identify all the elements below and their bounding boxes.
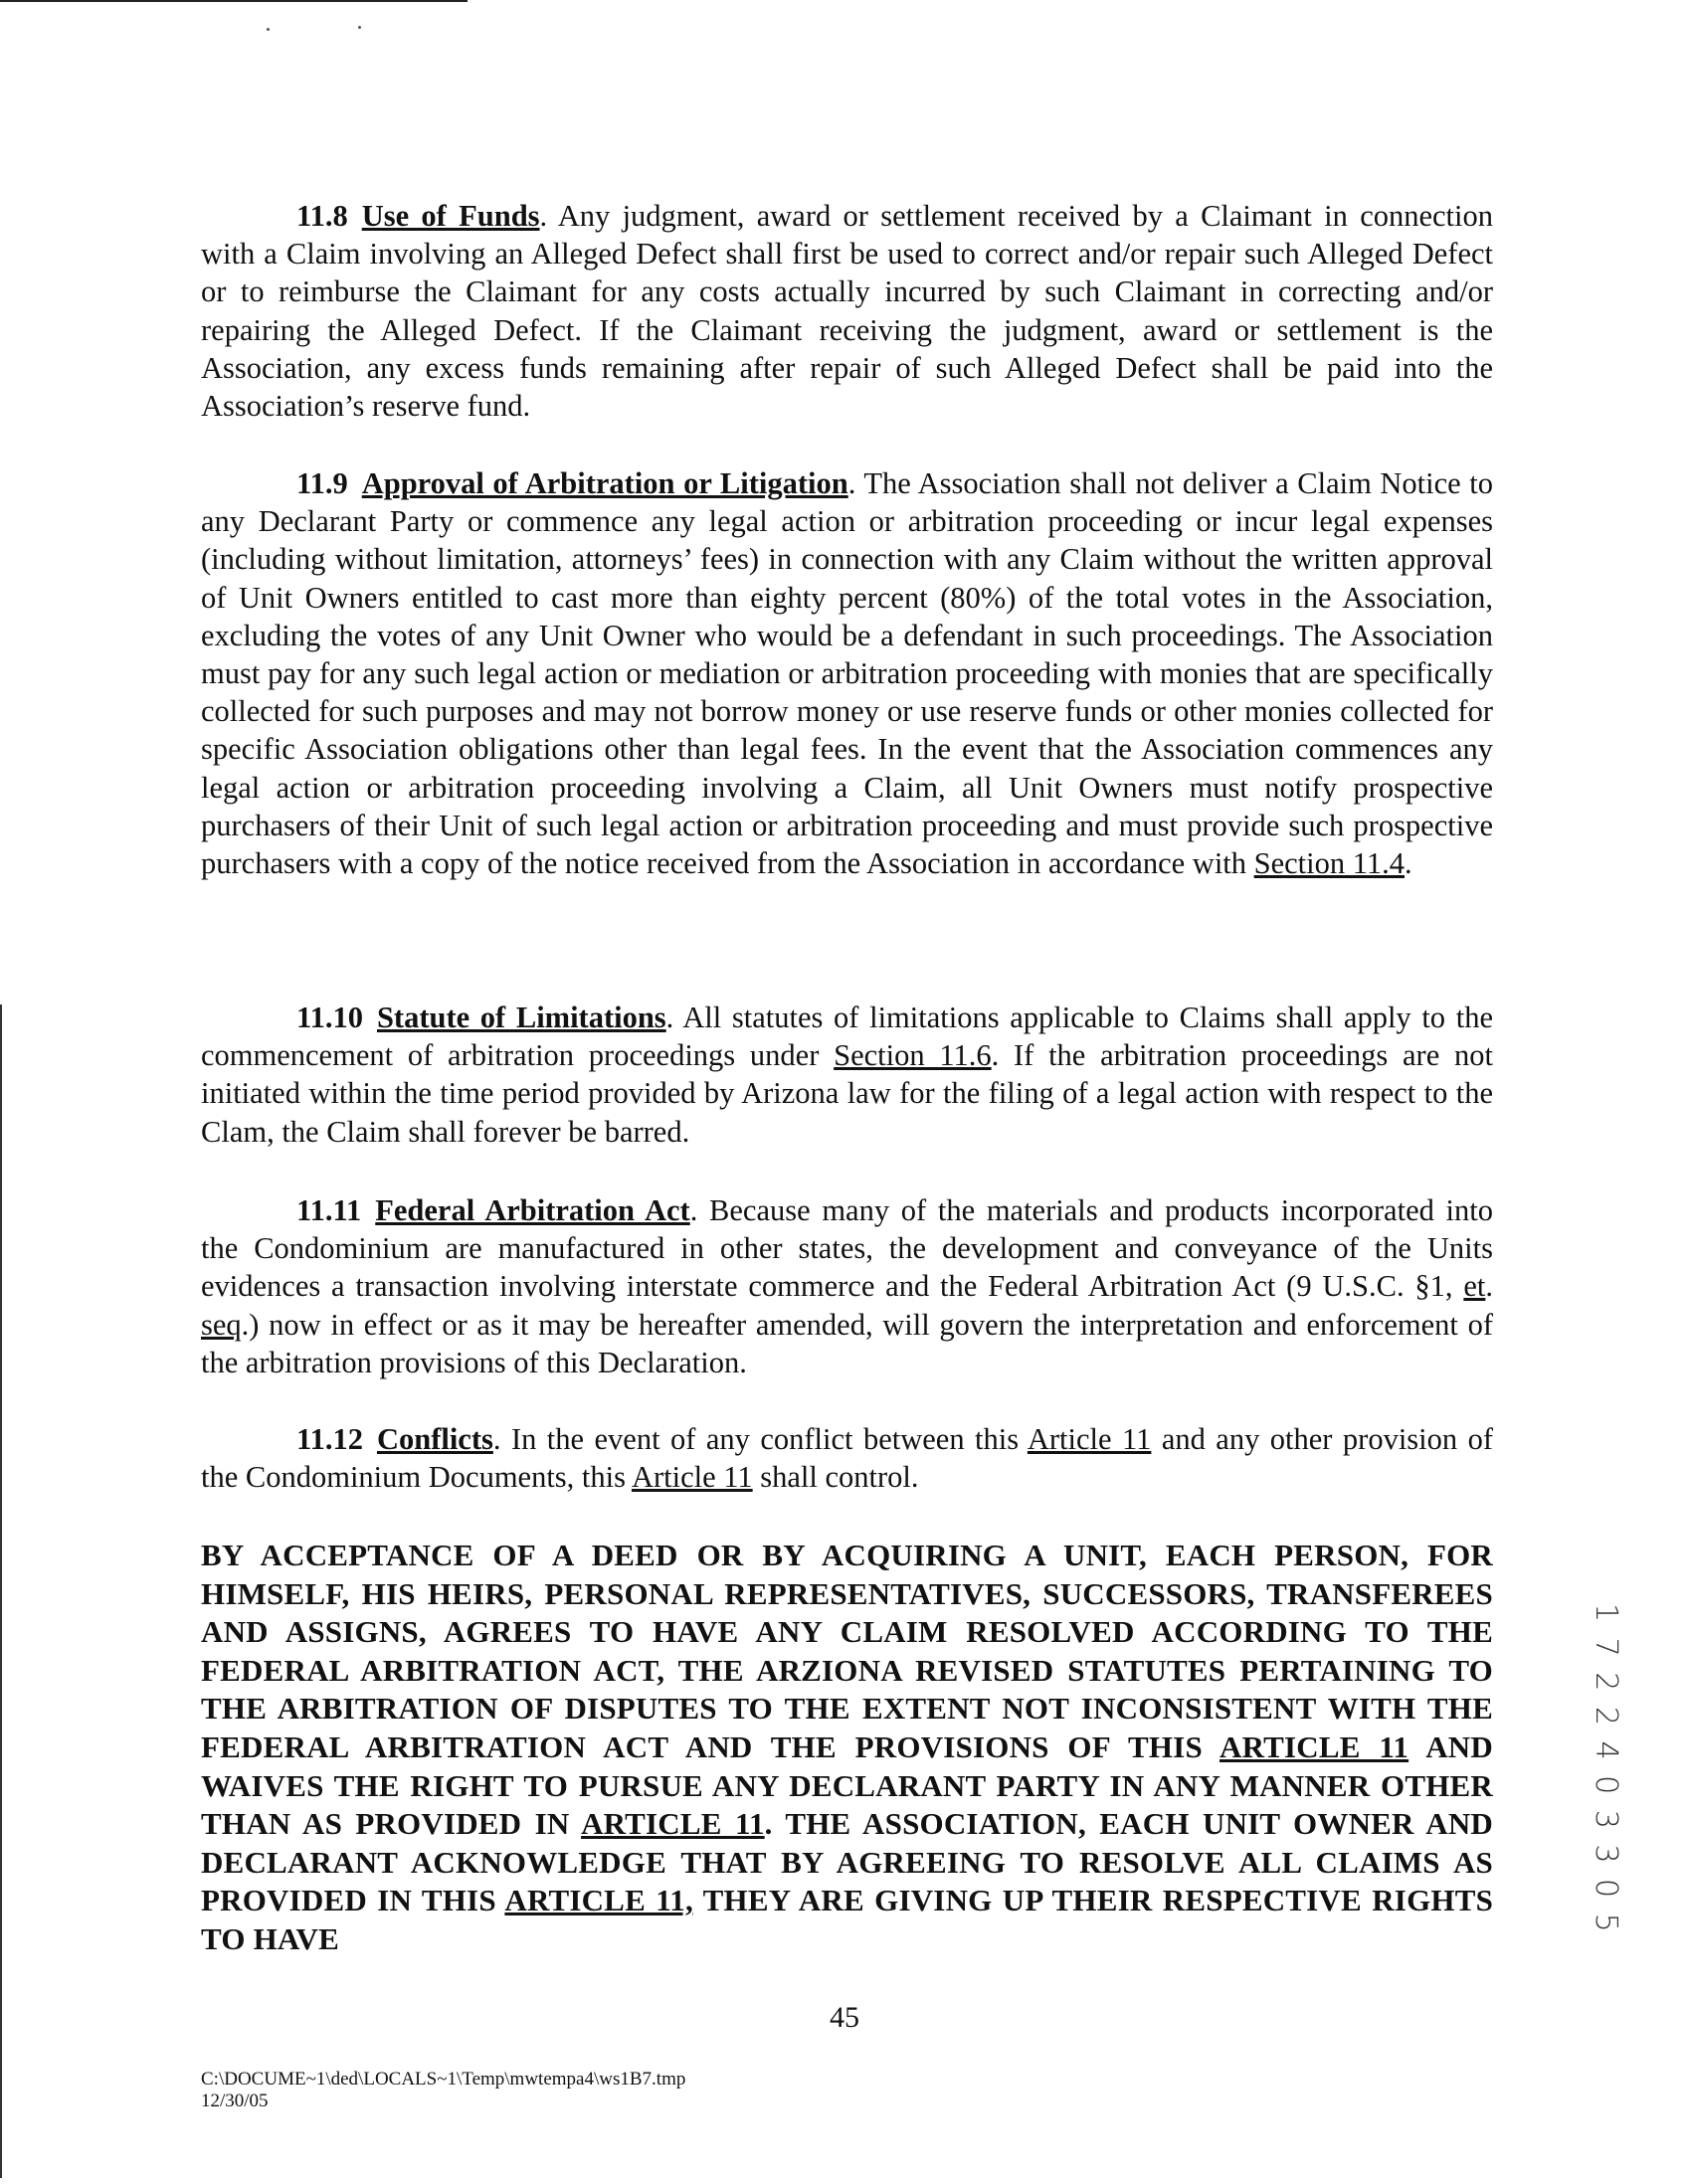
section-body: . The Association shall not deliver a Claim Notice to any Declarant Party or commence any legal action or arbitration proceeding or incur legal expenses (including without limitation, attorneys’ fees) in connection with any Claim without the written approval of Unit Owners entitled to cast more than eighty percent (80%) of the total votes in the Association, excluding the votes of any Unit Owner who would be a defendant in such proceedings. The Association must pay for any such legal action or mediation or arbitration proceeding with monies that are specifically collected for such purposes and may not borrow money or use reserve funds or other monies collected for specific Association obligations other than legal fees. In the event that the Association commences any legal action or arbitration proceeding involving a Claim, all Unit Owners must notify prospective purchasers of their Unit of such legal action or arbitration proceeding and must provide such prospective purchasers with a copy of the notice received from the Association in accordance with	[201, 466, 1493, 881]
section-number: 11.10	[296, 1001, 363, 1034]
footer-date: 12/30/05	[201, 2091, 269, 2111]
article-reference-link[interactable]: ARTICLE 11,	[504, 1883, 693, 1918]
article-reference-link[interactable]: Article 11	[631, 1460, 753, 1495]
footer	[201, 2069, 685, 2112]
section-number: 11.12	[296, 1422, 363, 1456]
section-heading: Approval of Arbitration or Litigation	[361, 466, 848, 500]
section-body: and any other provision of the Condominium Documents, this	[201, 1422, 1493, 1495]
latin-et: et	[1463, 1269, 1486, 1304]
section-body: . Any judgment, award or settlement received by a Claimant in connection with a Claim involving an Alleged Defect shall first be used to correct and/or repair such Alleged Defect or to reimburse the Claimant for any costs actually incurred by such Claimant in correcting and/or repairing the Alleged Defect. If the Claimant receiving the judgment, award or settlement is the Association, any excess funds remaining after repair of such Alleged Defect shall be paid into the Association’s reserve fund.	[201, 199, 1494, 424]
latin-seq: seq	[201, 1307, 242, 1342]
section-number: 11.9	[296, 466, 348, 500]
section-11-12	[201, 1420, 1493, 1496]
article-reference-link[interactable]: ARTICLE 11	[581, 1806, 765, 1842]
article-reference-link[interactable]: ARTICLE 11	[1220, 1729, 1409, 1764]
section-11-10	[201, 999, 1493, 1151]
page-number: 45	[830, 2001, 859, 2034]
section-heading: Statute of Limitations	[376, 1001, 666, 1034]
section-body: . In the event of any conflict between this	[492, 1422, 1028, 1456]
scan-speck	[267, 28, 270, 31]
section-body: .) now in effect or as it may be hereafter amended, will govern the interpretation and enforcement of the arbitration provisions of this Declaration.	[201, 1307, 1493, 1379]
arbitration-acknowledgment: BY ACCEPTANCE OF A DEED OR BY ACQUIRING A UNIT, EACH PERSON, FOR HIMSELF, HIS HEIRS, PERSONAL REPRESENTATIVES, SUCCESSORS, TRANSFEREES AND ASSIGNS, AGREES TO HAVE ANY CLAIM RESOLVED ACCORDING TO THE FEDERAL ARBITRATION ACT, THE ARZIONA REVISED STATUTES PERTAINING TO THE ARBITRATION OF DISPUTES TO THE EXTENT NOT INCONSISTENT WITH THE FEDERAL ARBITRATION ACT AND THE PROVISIONS OF THIS ARTICLE 11 AND WAIVES THE RIGHT TO PURSUE ANY DECLARANT PARTY IN ANY MANNER OTHER THAN AS PROVIDED IN ARTICLE 11. THE ASSOCIATION, EACH UNIT OWNER AND DECLARANT ACKNOWLEDGE THAT BY AGREEING TO RESOLVE ALL CLAIMS AS PROVIDED IN THIS ARTICLE 11, THEY ARE GIVING UP THEIR RESPECTIVE RIGHTS TO HAVE	[201, 1538, 1494, 1956]
section-body: . If the arbitration proceedings are not initiated within the time period provided by Arizona law for the filing of a legal action with respect to the Clam, the Claim shall forever be barred.	[201, 1038, 1493, 1149]
scan-edge-top	[0, 0, 468, 2]
section-number: 11.11	[296, 1193, 362, 1227]
scan-speck	[358, 26, 361, 29]
section-reference-link[interactable]: Section 11.4	[1253, 846, 1405, 881]
section-heading: Federal Arbitration Act	[375, 1193, 690, 1227]
section-heading: Conflicts	[376, 1422, 493, 1456]
section-reference-link[interactable]: Section 11.6	[834, 1038, 992, 1073]
article-reference-link[interactable]: Article 11	[1027, 1422, 1152, 1456]
section-number: 11.8	[296, 199, 348, 233]
section-body: shall control.	[752, 1460, 919, 1495]
section-11-11: 11.11 Federal Arbitration Act. Because many of the materials and products incorporated into the Condominium are manufactured in other states, the development and conveyance of the Units evidences a transaction involving interstate commerce and the Federal Arbitration Act (9 U.S.C. §1, et. seq.) now in effect or as it may be hereafter amended, will govern the interpretation and enforcement of the arbitration provisions of this Declaration.	[201, 1193, 1493, 1379]
section-11-9: 11.9 Approval of Arbitration or Litigation. The Association shall not deliver a Claim Notice to any Declarant Party or commence any legal action or arbitration proceeding or incur legal expenses (including without limitation, attorneys’ fees) in connection with any Claim without the written approval of Unit Owners entitled to cast more than eighty percent (80%) of the total votes in the Association, excluding the votes of any Unit Owner who would be a defendant in such proceedings. The Association must pay for any such legal action or mediation or arbitration proceeding with monies that are specifically collected for such purposes and may not borrow money or use reserve funds or other monies collected for specific Association obligations other than legal fees. In the event that the Association commences any legal action or arbitration proceeding involving a Claim, all Unit Owners must notify prospective purchasers of their Unit of such legal action or arbitration proceeding and must provide such prospective purchasers with a copy of the notice received from the Association in accordance with Section 11.4.	[201, 466, 1493, 881]
section-body: . All statutes of limitations applicable to Claims shall apply to the commencement of arbitration proceedings under	[201, 1001, 1493, 1073]
section-body: . Because many of the materials and products incorporated into the Condominium are manufactured in other states, the development and conveyance of the Units evidences a transaction involving interstate commerce and the Federal Arbitration Act (9 U.S.C. §1,	[201, 1193, 1493, 1304]
bates-stamp: 1 7 2 2 4 0 3 3 0 5	[1589, 1603, 1623, 1935]
section-11-8	[201, 197, 1493, 425]
section-heading: Use of Funds	[361, 199, 540, 233]
footer-file-path: C:\DOCUME~1\ded\LOCALS~1\Temp\mwtempa4\ws1B7.tmp	[201, 2069, 686, 2090]
